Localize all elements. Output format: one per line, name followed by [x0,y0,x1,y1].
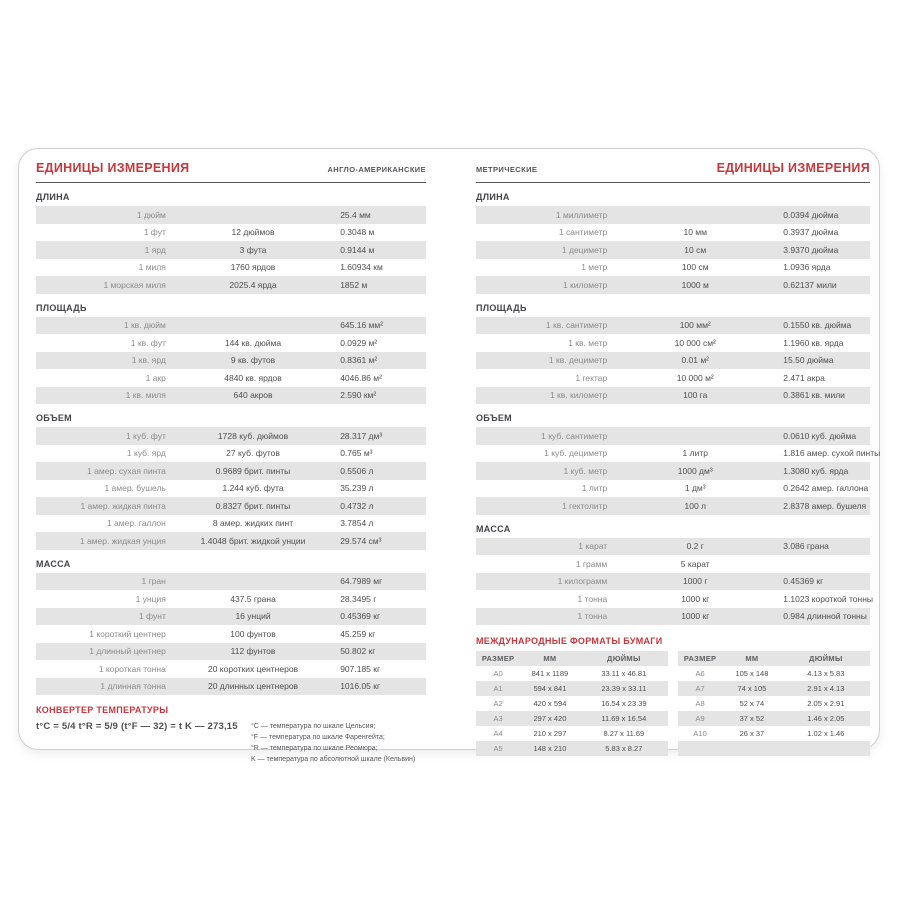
table-row [476,608,870,626]
unit-cell: 1 тонна [577,611,608,622]
unit-cell: 10 см [684,244,707,255]
unit-cell: 1728 куб. дюймов [217,430,289,441]
section-heading: ОБЪЕМ [476,413,512,423]
table-row [476,317,870,335]
unit-cell: 0.01 м² [681,355,710,366]
paper-cell: 148 x 210 [533,744,567,753]
paper-table-a0-a5 [476,651,668,756]
unit-cell: 1.60934 км [340,262,383,273]
unit-cell: 1 длинный центнер [89,646,166,657]
units-system-label: АНГЛО-АМЕРИКАНСКИЕ [327,165,426,174]
paper-formats-heading: МЕЖДУНАРОДНЫЕ ФОРМАТЫ БУМАГИ [476,636,663,646]
table-row [476,224,870,242]
temperature-converter [36,705,426,765]
section-heading: ОБЪЕМ [36,413,72,423]
table-row [36,224,426,242]
unit-cell: 100 см [681,262,709,273]
unit-cell: 27 куб. футов [226,448,280,459]
unit-cell: 1 миллиметр [555,209,608,220]
unit-cell: 0.1550 кв. дюйма [783,320,852,331]
paper-header-cell: РАЗМЕР [481,654,515,663]
table-row [476,387,870,405]
paper-cell: 2.91 x 4.13 [807,684,845,693]
unit-cell: 3.9370 дюйма [783,244,839,255]
paper-cell: A8 [695,699,705,708]
unit-cell: 8 амер. жидких пинт [212,518,294,529]
unit-cell: 1 тонна [577,593,608,604]
paper-cell: 841 x 1189 [531,669,569,678]
unit-cell: 100 фунтов [230,628,276,639]
unit-cell: 1 дюйм [136,209,166,220]
unit-cell: 0.0610 куб. дюйма [783,430,857,441]
unit-cell: 1 фунт [139,611,166,622]
unit-cell: 0.2642 амер. галлона [783,483,869,494]
paper-cell: 4.13 x 5.83 [807,669,845,678]
temperature-heading: КОНВЕРТЕР ТЕМПЕРАТУРЫ [36,705,169,715]
paper-row [678,666,870,681]
paper-cell: A1 [493,684,503,693]
unit-table [476,427,881,515]
table-row [476,241,870,259]
paper-row [476,711,668,726]
paper-cell: 1.46 x 2.05 [807,714,845,723]
unit-cell: 1.1960 кв. ярда [783,337,844,348]
table-row [476,259,870,277]
header-rule [36,182,426,183]
unit-cell: 1 километр [562,279,608,290]
unit-cell: 3.7854 л [340,518,374,529]
unit-cell: 1 куб. фут [125,430,166,441]
unit-cell: 1 грамм [575,558,608,569]
unit-cell: 1.1023 короткой тонны [783,593,874,604]
table-row [476,276,870,294]
unit-cell: 1.4048 брит. жидкой унции [200,535,306,546]
page-title: ЕДИНИЦЫ ИЗМЕРЕНИЯ [36,161,190,175]
table-row [36,462,426,480]
unit-cell: 0.2 г [686,541,704,552]
paper-row [476,681,668,696]
paper-row [678,726,870,741]
unit-cell: 1 кв. дециметр [548,355,608,366]
temperature-formula: t°C = 5/4 t°R = 5/9 (t°F — 32) = t K — 273,15 [36,721,238,732]
unit-cell: 1 акр [145,372,166,383]
temperature-note: °R — температура по шкале Реомюра; [251,745,378,752]
unit-cell: 0.4732 л [340,500,374,511]
unit-cell: 2.590 км² [340,390,377,401]
unit-cell: 0.3861 кв. мили [783,390,845,401]
unit-cell: 0.5506 л [340,465,374,476]
unit-cell: 1 ярд [144,244,166,255]
unit-cell: 2025.4 ярда [229,279,277,290]
unit-cell: 1 кв. фут [130,337,166,348]
paper-row [476,741,668,756]
section-heading: МАССА [476,523,511,534]
unit-cell: 1 кв. дюйм [123,320,166,331]
unit-cell: 4046.86 м² [340,372,382,383]
unit-cell: 1 куб. сантиметр [541,430,608,441]
paper-cell: A4 [493,729,503,738]
unit-cell: 0.9144 м [340,244,375,255]
unit-cell: 15.50 дюйма [783,355,834,366]
table-row [476,427,870,445]
table-row [36,241,426,259]
paper-cell: 52 x 74 [739,699,765,708]
unit-cell: 1 кв. сантиметр [545,320,608,331]
paper-formats-tables [476,651,870,756]
paper-cell: A0 [493,669,503,678]
unit-cell: 20 коротких центнеров [207,663,299,674]
unit-cell: 1000 дм³ [677,465,713,476]
unit-cell: 0.0929 м² [340,337,378,348]
table-row [476,334,870,352]
table-row [36,445,426,463]
units-system-label: МЕТРИЧЕСКИЕ [476,165,538,174]
unit-table [36,317,426,405]
unit-cell: 1 короткая тонна [98,663,166,674]
table-row [36,625,426,643]
temperature-note: °C — температура по шкале Цельсия; [251,723,376,730]
temperature-note: °F — температура по шкале Фаренгейта; [251,734,385,741]
unit-cell: 1 куб. ярд [126,448,166,459]
unit-cell: 100 мм² [679,320,711,331]
unit-cell: 1000 кг [681,611,710,622]
unit-cell: 1 метр [581,262,608,273]
table-row [36,387,426,405]
unit-cell: 1 сантиметр [558,227,608,238]
unit-cell: 1 длинная тонна [100,681,166,692]
unit-cell: 4840 кв. ярдов [224,372,282,383]
paper-cell: A9 [695,714,705,723]
unit-cell: 1 килограмм [557,576,608,587]
unit-cell: 28.3495 г [340,593,377,604]
unit-section [476,303,870,405]
right-header [476,159,870,175]
unit-cell: 1.816 амер. сухой пинты [783,448,881,459]
paper-cell: 1.02 x 1.46 [807,729,845,738]
table-row [36,334,426,352]
paper-cell: 16.54 x 23.39 [601,699,647,708]
unit-cell: 1 амер. галлон [106,518,166,529]
paper-header-row [678,651,870,666]
paper-row [476,726,668,741]
unit-cell: 25.4 мм [340,209,371,220]
table-row [476,497,870,515]
paper-cell: A10 [693,729,707,738]
unit-cell: 2.471 акра [783,372,825,383]
table-row [36,352,426,370]
unit-cell: 1 амер. жидкая пинта [80,500,166,511]
paper-cell: A2 [493,699,503,708]
unit-section [36,192,426,294]
paper-cell: 297 x 420 [533,714,567,723]
paper-cell: 420 x 594 [533,699,567,708]
page-title: ЕДИНИЦЫ ИЗМЕРЕНИЯ [716,161,870,175]
table-row [476,462,870,480]
table-row [36,276,426,294]
unit-cell: 1 амер. бушель [104,483,166,494]
unit-cell: 1 унция [135,593,166,604]
paper-header-cell: ДЮЙМЫ [809,654,843,663]
paper-row [678,696,870,711]
unit-section [476,192,870,294]
unit-cell: 50.802 кг [340,646,376,657]
unit-cell: 28.317 дм³ [340,430,383,441]
unit-cell: 12 дюймов [231,227,275,238]
table-row [36,259,426,277]
table-row [36,678,426,696]
paper-header-cell: ДЮЙМЫ [607,654,641,663]
table-row [36,427,426,445]
unit-table [36,573,426,696]
unit-cell: 437.5 грана [230,593,276,604]
paper-cell: A3 [493,714,503,723]
unit-cell: 1.244 куб. фута [222,483,284,494]
table-row [36,480,426,498]
unit-cell: 1000 г [683,576,708,587]
paper-cell: 74 x 105 [737,684,767,693]
unit-cell: 10 мм [683,227,707,238]
right-sections [476,192,881,625]
paper-cell: 105 x 148 [735,669,769,678]
unit-cell: 0.984 длинной тонны [783,611,867,622]
paper-cell: 8.27 x 11.69 [603,729,645,738]
section-heading: ПЛОЩАДЬ [476,302,527,313]
unit-cell: 0.0394 дюйма [783,209,839,220]
paper-row [678,741,870,756]
table-row [36,515,426,533]
unit-cell: 10 000 см² [674,337,716,348]
unit-cell: 1 гектолитр [561,500,608,511]
unit-cell: 1 дм³ [684,483,706,494]
unit-cell: 45.259 кг [340,628,376,639]
table-row [36,573,426,591]
unit-cell: 1 куб. дециметр [544,448,608,459]
unit-cell: 1016.05 кг [340,681,381,692]
unit-table [476,206,870,294]
unit-cell: 1 кв. миля [125,390,166,401]
table-row [36,532,426,550]
unit-cell: 0.3937 дюйма [783,227,839,238]
left-header [36,159,426,175]
paper-cell: 210 x 297 [533,729,567,738]
unit-cell: 10 000 м² [676,372,714,383]
metric-column [476,159,881,756]
unit-cell: 640 акров [233,390,273,401]
section-heading: ПЛОЩАДЬ [36,302,87,313]
unit-cell: 1852 м [340,279,368,290]
unit-cell: 35.239 л [340,483,374,494]
unit-cell: 0.8327 брит. пинты [215,500,291,511]
table-row [476,555,870,573]
unit-section [476,523,874,626]
table-row [476,206,870,224]
unit-cell: 1 фут [143,227,166,238]
paper-row [678,681,870,696]
anglo-american-column [36,159,426,765]
paper-cell: 2.05 x 2.91 [807,699,845,708]
unit-cell: 907.185 кг [340,663,381,674]
unit-cell: 0.45369 кг [340,611,381,622]
unit-cell: 3 фута [239,244,267,255]
unit-cell: 0.765 м³ [340,448,373,459]
paper-cell: A6 [695,669,705,678]
table-row [476,590,874,608]
paper-row [678,711,870,726]
paper-table-a6-a10 [678,651,870,756]
unit-cell: 0.62137 мили [783,279,837,290]
table-row [36,317,426,335]
unit-cell: 0.45369 кг [783,576,824,587]
unit-cell: 1760 ярдов [230,262,276,273]
unit-cell: 144 кв. дюйма [224,337,282,348]
unit-table [476,317,870,405]
paper-header-cell: РАЗМЕР [683,654,717,663]
unit-cell: 1 миля [138,262,166,273]
section-heading: МАССА [36,558,71,569]
section-heading: ДЛИНА [36,192,70,202]
paper-cell: A5 [493,744,503,753]
unit-cell: 1.0936 ярда [783,262,831,273]
unit-cell: 1 дециметр [561,244,608,255]
table-row [36,608,426,626]
unit-cell: 112 фунтов [230,646,276,657]
unit-cell: 0.3048 м [340,227,375,238]
table-row [476,573,870,591]
table-row [36,660,426,678]
paper-cell: 5.83 x 8.27 [605,744,643,753]
temperature-body [36,721,426,765]
paper-cell: 11.69 x 16.54 [601,714,647,723]
unit-table [36,427,426,550]
paper-row [476,696,668,711]
paper-formats [476,636,870,756]
header-rule [476,182,870,183]
paper-cell: A7 [695,684,705,693]
table-row [476,538,870,556]
unit-cell: 1 морская миля [103,279,166,290]
temperature-note: K — температура по абсолютной шкале (Кельвин) [251,756,416,763]
table-row [36,643,426,661]
unit-cell: 1 гран [141,576,166,587]
unit-cell: 1 куб. метр [563,465,608,476]
unit-cell: 1 литр [581,483,608,494]
paper-cell: 26 x 37 [739,729,765,738]
unit-cell: 1 амер. жидкая унция [79,535,166,546]
paper-header-cell: ММ [543,654,557,663]
unit-cell: 100 л [684,500,706,511]
unit-cell: 0.8361 м² [340,355,378,366]
temperature-notes [251,721,426,765]
paper-cell: 37 x 52 [739,714,765,723]
unit-cell: 1.3080 куб. ярда [783,465,849,476]
unit-cell: 1 амер. сухая пинта [87,465,166,476]
table-row [36,206,426,224]
paper-header-row [476,651,668,666]
unit-section [36,303,426,405]
paper-cell: 594 x 841 [533,684,567,693]
unit-cell: 1 карат [578,541,608,552]
unit-cell: 16 унций [235,611,271,622]
unit-cell: 0.9689 брит. пинты [215,465,291,476]
paper-row [476,666,668,681]
paper-cell: 23.39 x 33.11 [601,684,647,693]
table-row [476,445,881,463]
unit-cell: 1 гектар [575,372,608,383]
section-heading: ДЛИНА [476,192,510,202]
unit-cell: 29.574 см³ [340,535,382,546]
unit-cell: 1 литр [682,448,708,459]
reference-page-sheet [18,148,881,763]
paper-cell: 33.11 x 46.81 [601,669,647,678]
unit-cell: 1000 м [681,279,709,290]
table-row [36,590,426,608]
unit-cell: 1 кв. ярд [131,355,166,366]
unit-cell: 100 га [683,390,708,401]
unit-table [476,538,874,626]
unit-cell: 20 длинных центнеров [207,681,299,692]
unit-cell: 645.16 мм² [340,320,384,331]
unit-cell: 1 кв. метр [568,337,608,348]
unit-cell: 64.7989 мг [340,576,383,587]
unit-table [36,206,426,294]
unit-cell: 9 кв. футов [230,355,276,366]
unit-cell: 2.8378 амер. бушеля [783,500,867,511]
table-row [36,497,426,515]
left-sections [36,192,426,695]
table-row [36,369,426,387]
table-row [476,352,870,370]
table-row [476,369,870,387]
unit-cell: 5 карат [680,558,710,569]
unit-cell: 3.086 грана [783,541,829,552]
unit-section [36,413,426,550]
unit-cell: 1000 кг [681,593,710,604]
unit-section [36,559,426,696]
paper-header-cell: ММ [745,654,759,663]
unit-section [476,413,881,515]
unit-cell: 1 кв. километр [549,390,608,401]
unit-cell: 1 короткий центнер [89,628,166,639]
table-row [476,480,870,498]
